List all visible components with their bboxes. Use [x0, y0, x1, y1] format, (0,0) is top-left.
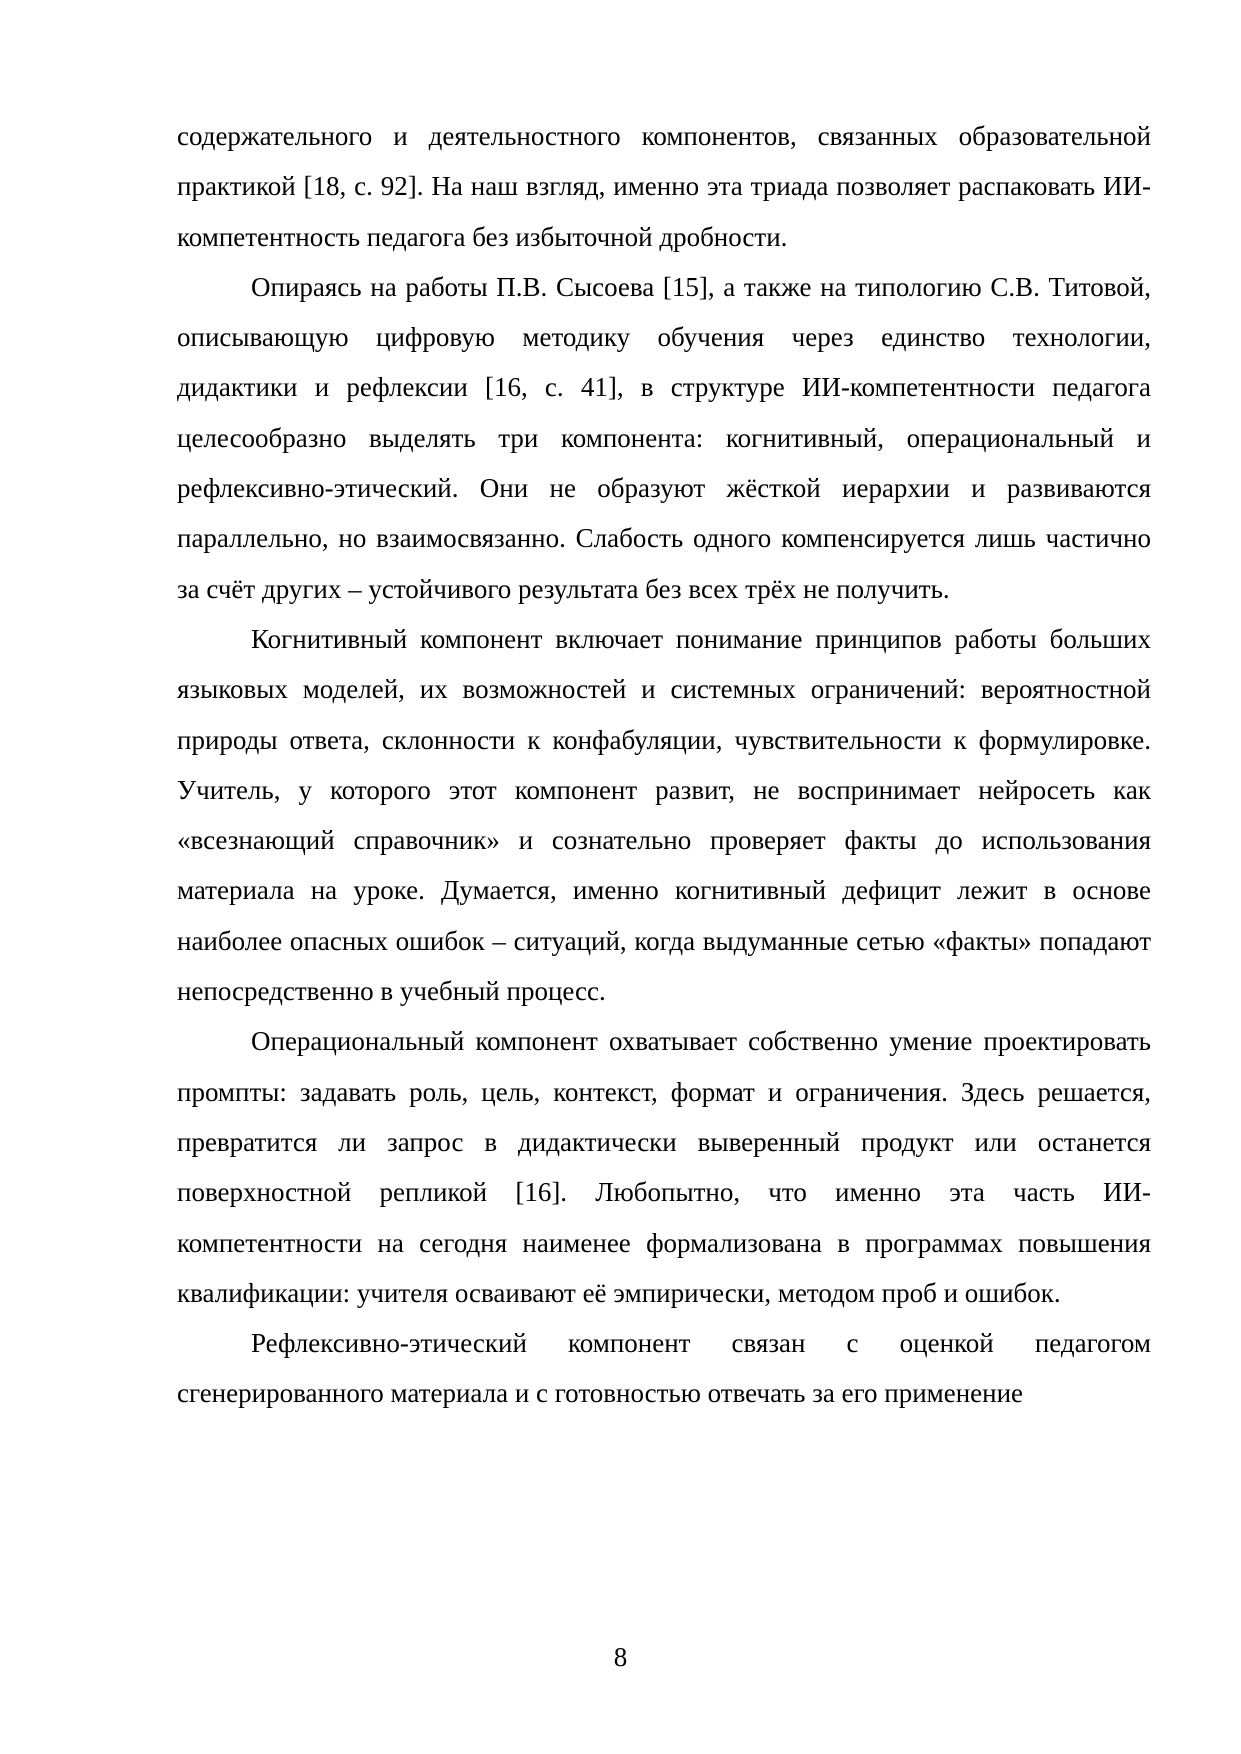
page-number: 8 [613, 1642, 628, 1672]
body-text [177, 111, 1151, 1419]
paragraph-operational: Операциональный компонент охватывает собственно умение проектировать промпты: задавать роль, цель, контекст, формат и ограничения. Здесь решается, превратится ли запрос в дидактически выверенный продукт или останется поверхностной репликой [16]. Любопытно, что именно эта часть ИИ-компетентности на сегодня наименее формализована в программах повышения квалификации: учителя осваивают её эмпирически, методом проб и ошибок. [177, 1026, 1151, 1308]
paragraph-components-intro: Опираясь на работы П.В. Сысоева [15], а также на типологию С.В. Титовой, описывающую цифровую методику обучения через единство технологии, дидактики и рефлексии [16, с. 41], в структуре ИИ-компетентности педагога целесообразно выделять три компонента: когнитивный, операциональный и рефлексивно-этический. Они не образуют жёсткой иерархии и развиваются параллельно, но взаимосвязанно. Слабость одного компенсируется лишь частично за счёт других – устойчивого результата без всех трёх не получить. [177, 271, 1151, 604]
paragraph-reflexive-ethical: Рефлексивно-этический компонент связан с оценкой педагогом сгенерированного материала и с готовностью отвечать за его применение [177, 1328, 1151, 1409]
paragraph-continued: содержательного и деятельностного компонентов, связанных образовательной практикой [18, с. 92]. На наш взгляд, именно эта триада позволяет распаковать ИИ-компетентность педагога без избыточной дробности. [177, 121, 1151, 252]
paragraph-cognitive: Когнитивный компонент включает понимание принципов работы больших языковых моделей, их возможностей и системных ограничений: вероятностной природы ответа, склонности к конфабуляции, чувствительности к формулировке. Учитель, у которого этот компонент развит, не воспринимает нейросеть как «всезнающий справочник» и сознательно проверяет факты до использования материала на уроке. Думается, именно когнитивный дефицит лежит в основе наиболее опасных ошибок – ситуаций, когда выдуманные сетью «факты» попадают непосредственно в учебный процесс. [177, 623, 1151, 1007]
